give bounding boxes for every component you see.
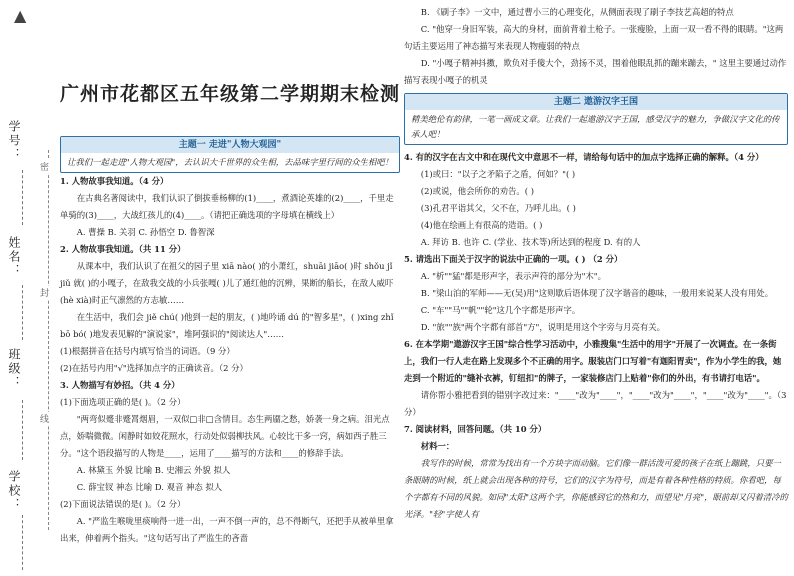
question: 7. 阅读材料，回答问题。（共 10 分） (404, 424, 547, 434)
theme-box-1 (60, 136, 400, 173)
sub-question: (1)或曰："以子之矛陷子之盾，何如？"( ) (420, 169, 576, 179)
student-id-label: 学号： (7, 120, 21, 162)
option-text: D. "小嘎子精神抖擞，欺负对手傻大个，劲扬不灵，围着他眼乱抓的蹦来蹦去，" 这里主要通过动作描写表现小嘎子的机灵 (404, 58, 787, 85)
options: C. 薛宝钗 神态 比喻 D. 观音 神态 拟人 (76, 482, 223, 492)
question: 6. 在本学期"遨游汉字王国"综合性学习活动中，小雅搜集"生活中的用字"开展了一次调查。在一条街上，我们一行人走在路上发现多个不正确的用字。服装店门口写着"有迦阳胃卖"，作为小学生的我，她走到一个附近的"缝补衣裤，钉纽扣"的牌子，一家装修店门上贴着"你们的外出，有书请打电话"。 (404, 339, 782, 383)
seal-line (48, 150, 49, 530)
question: 4. 有的汉字在古文中和在现代文中意思不一样，请给每句话中的加点字选择正确的解释。（4 分） (404, 152, 764, 162)
class-label: 班级： (7, 348, 21, 390)
options: A. 曹操 B. 关羽 C. 孙悟空 D. 鲁智深 (76, 227, 215, 237)
sub-question: (2)在括号内用"√"选择加点字的正确读音。（2 分） (60, 363, 248, 373)
id-blank-line[interactable] (22, 170, 23, 225)
theme-body: 精美绝伦有韵律，一笔一画成文章。让我们一起遨游汉字王国，感受汉字的魅力，争做汉字文化的传承人吧！ (411, 114, 780, 139)
page-title: 广州市花都区五年级第二学期期末检测 (60, 83, 401, 105)
options: A. 林黛玉 外貌 比喻 B. 史湘云 外貌 拟人 (76, 465, 231, 475)
right-column (404, 0, 788, 576)
question-text: 从课本中，我们认识了在祖父的园子里 xiā nào( )的小萧红，shuāi jiāo( )时 shǒu jǐ jiǔ 就( )的小嘎子，在敌我交战的小兵张嘎( )儿了通红他的沉辨，果断的船长，在敌人威吓(hè xià)时正气凛然的方志敏…… (60, 261, 394, 305)
option-text: B. 《刷子李》一文中，通过曹小三的心理变化，从侧面表现了刷子李技艺高超的特点 (420, 7, 734, 17)
name-blank-line[interactable] (22, 285, 23, 340)
option-text: A. "析""猛"都是形声字，表示声符的部分为"木"。 (420, 271, 607, 281)
left-column (60, 0, 400, 576)
theme-head: 主题一 走进"人物大观园" (61, 137, 399, 153)
question: 5. 请选出下面关于汉字的说法中正确的一项。( ) （2 分） (404, 254, 623, 264)
option-text: D. "旅""族"两个字都有部首"方"，说明是用这个字旁与月亮有关。 (420, 322, 666, 332)
school-blank-line[interactable] (22, 515, 23, 570)
passage: "两弯似蹙非蹙罥烟眉，一双似□非□含情目。态生两靥之愁，娇袭一身之病。泪光点点，娇喘微微。闲静时如姣花照水，行动处似弱柳扶风。心较比干多一窍，病如西子胜三分。"这个语段描写的人物是____，运用了____描写的方法和____的修辞手法。 (60, 414, 390, 458)
sub-question: (4)他在绘画上有很高的造诣。( ) (420, 220, 543, 230)
school-label: 学校： (7, 470, 21, 512)
option-text: B. "梁山泊的军师——无(吴)用"这则歇后语体现了汉字谐音的趣味，一般用来说某人没有用处。 (420, 288, 774, 298)
name-label: 姓名： (7, 236, 21, 278)
options: A. 拜访 B. 也许 C. (学业、技术等)所达到的程度 D. 有的人 (420, 237, 641, 247)
seal-char: 密 (40, 160, 49, 173)
seal-char: 线 (40, 412, 49, 425)
binding-margin (0, 0, 56, 576)
passage: 我写作的时候，常常为找出有一个方块字而动脑。它们像一群活泼可爱的孩子在纸上蹦跳，只要一条眼睛的时候，纸上就会出现各种的符号，它们的汉字为符号，而是有着各种性格的特质。你看吧，每个字都有不同的风貌。如同"太阳"这两个字，你能感到它的热和力，而望见"月亮"，眼前却又闪着清冷的光泽。"轻"字使人有 (404, 458, 788, 519)
sub-question: (2)或说，他会所你的劝告。( ) (420, 186, 534, 196)
theme-head: 主题二 遨游汉字王国 (405, 94, 787, 110)
option-text: A. "严监生喉咙里痰响得一进一出，一声不倒一声的，总不得断气，还把手从被单里拿出来，伸着两个指头。"这句话写出了严监生的吝啬 (60, 516, 394, 543)
question: 1. 人物故事我知道。（4 分） (60, 176, 169, 186)
class-blank-line[interactable] (22, 400, 23, 460)
sub-question: (2)下面说法错误的是( )。（2 分） (60, 499, 186, 509)
option-text: C. "车""马""帆""轮"这几个字都是形声字。 (420, 305, 581, 315)
option-text: C. "他穿一身旧军装，高大的身材，面前背着土枪子。一张瘦脸，上面一双一看不得的眼睛。"这两句话主要运用了神态描写来表现人物瘦弱的特点 (404, 24, 784, 51)
seal-char: 封 (40, 286, 49, 299)
sub-question: (1)根据拼音在括号内填写恰当的词语。（9 分） (60, 346, 235, 356)
question: 2. 人物故事我知道。（共 11 分） (60, 244, 186, 254)
question-text: 在生活中，我们会 jiě chú( )他到一起的朋友，( )地吟诵 dú 的"智多星"，( )xing zhǐ bō bó( )地发表见解的"演说家"，堆阿强识的"阅读达人"…… (60, 312, 394, 339)
question-text: 在古典名著阅读中，我们认识了倒拔垂杨柳的(1)____，煮酒论英雄的(2)____，千里走单骑的(3)____，大战红孩儿的(4)____。（请把正确选项的字母填在横线上） (60, 193, 394, 220)
material-label: 材料一： (420, 441, 455, 451)
theme-body: 让我们一起走进"人物大观园"，去认识大千世界的众生相，去品味字里行间的众生相吧！ (67, 157, 393, 167)
theme-box-2 (404, 93, 788, 145)
rocket-icon: ▲ (14, 6, 27, 25)
sub-question: (3)孔君平诣其父，父不在，乃呼儿出。( ) (420, 203, 576, 213)
question-text: 请你帮小雅把看到的错别字改过来："____"改为"____"，"____"改为"____"，"____"改为"____"。（3 分） (404, 390, 787, 417)
question: 3. 人物描写有妙招。（共 4 分） (60, 380, 180, 390)
sub-question: (1)下面选项正确的是( )。（2 分） (60, 397, 186, 407)
